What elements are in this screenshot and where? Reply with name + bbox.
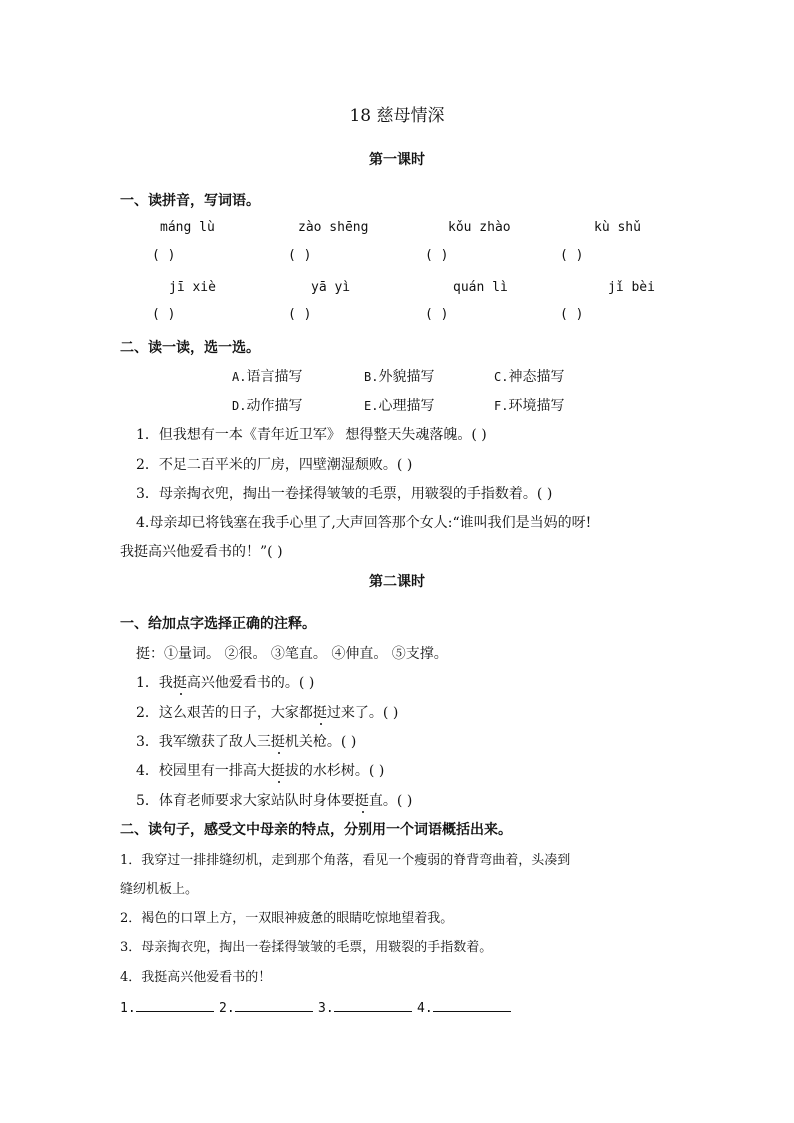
pinyin-4: kù shǔ: [594, 220, 641, 235]
pinyin-7: quán lì: [453, 280, 508, 295]
answer-paren[interactable]: ( ): [425, 248, 449, 263]
sentence-4: 4．我挺高兴他爱看书的！: [120, 970, 272, 985]
note-question-2: 2．这么艰苦的日子，大家都挺过来了。( ): [136, 705, 399, 721]
sentence-1-cont: 缝纫机板上。: [120, 882, 199, 897]
note-question-5: 5．体育老师要求大家站队时身体要挺直。( ): [136, 793, 413, 809]
question-2: 2．不足二百平米的厂房，四壁潮湿颓败。( ): [136, 457, 413, 473]
question-4: 4.母亲却已将钱塞在我手心里了,大声回答那个女人:“谁叫我们是当妈的呀!: [136, 515, 592, 531]
sentence-2: 2．褐色的口罩上方，一双眼神疲惫的眼睛吃惊地望着我。: [120, 911, 454, 926]
answer-paren[interactable]: ( ): [560, 307, 584, 322]
dotted-char: 挺: [172, 675, 187, 691]
question-4-cont: 我挺高兴他爱看书的！”( ): [120, 544, 283, 560]
sentence-3: 3．母亲掏衣兜，掏出一卷揉得皱皱的毛票，用皲裂的手指数着。: [120, 940, 493, 955]
answer-paren[interactable]: ( ): [152, 307, 176, 322]
lesson2-heading: 第二课时: [369, 574, 425, 590]
pinyin-1: máng lù: [160, 220, 215, 235]
option-e: E.心理描写: [364, 398, 435, 414]
note-question-4: 4．校园里有一排高大挺拔的水杉树。( ): [136, 763, 385, 779]
answer-line-4[interactable]: 4.: [417, 997, 511, 1016]
note-question-3: 3．我军缴获了敌人三挺机关枪。( ): [136, 734, 357, 750]
answer-paren[interactable]: ( ): [560, 248, 584, 263]
pinyin-6: yā yì: [311, 280, 351, 295]
answer-line-2[interactable]: 2.: [219, 997, 313, 1016]
note-question-1: 1．我挺高兴他爱看书的。( ): [136, 675, 315, 691]
option-b: B.外貌描写: [364, 369, 435, 385]
answer-line-3[interactable]: 3.: [318, 997, 412, 1016]
answer-paren[interactable]: ( ): [152, 248, 176, 263]
answer-paren[interactable]: ( ): [288, 307, 312, 322]
pinyin-5: jī xiè: [169, 280, 216, 295]
answer-paren[interactable]: ( ): [425, 307, 449, 322]
option-f: F.环境描写: [494, 398, 565, 414]
section-summary-heading: 二、读句子，感受文中母亲的特点，分别用一个词语概括出来。: [120, 822, 512, 838]
dotted-char: 挺: [270, 763, 285, 779]
lesson1-heading: 第一课时: [369, 152, 425, 168]
answer-paren[interactable]: ( ): [288, 248, 312, 263]
option-c: C.神态描写: [494, 369, 565, 385]
definitions: 挺：①量词。 ②很。 ③笔直。 ④伸直。 ⑤支撑。: [136, 646, 448, 662]
section-pinyin-heading: 一、读拼音，写词语。: [120, 193, 260, 209]
answer-line-1[interactable]: 1.: [120, 997, 214, 1016]
option-d: D.动作描写: [232, 398, 303, 414]
section-choose-heading: 二、读一读，选一选。: [120, 340, 260, 356]
question-3: 3．母亲掏衣兜，掏出一卷揉得皱皱的毛票，用皲裂的手指数着。( ): [136, 486, 553, 502]
sentence-1: 1．我穿过一排排缝纫机，走到那个角落，看见一个瘦弱的脊背弯曲着，头凑到: [120, 853, 571, 868]
option-a: A.语言描写: [232, 369, 303, 385]
pinyin-3: kǒu zhào: [448, 220, 511, 235]
pinyin-8: jǐ bèi: [608, 280, 655, 295]
dotted-char: 挺: [270, 734, 285, 750]
pinyin-2: zào shēng: [298, 220, 369, 235]
question-1: 1．但我想有一本《青年近卫军》 想得整天失魂落魄。( ): [136, 427, 487, 443]
dotted-char: 挺: [312, 705, 327, 721]
page-title: 18 慈母情深: [349, 106, 445, 126]
section-notes-heading: 一、给加点字选择正确的注释。: [120, 616, 316, 632]
dotted-char: 挺: [354, 793, 369, 809]
